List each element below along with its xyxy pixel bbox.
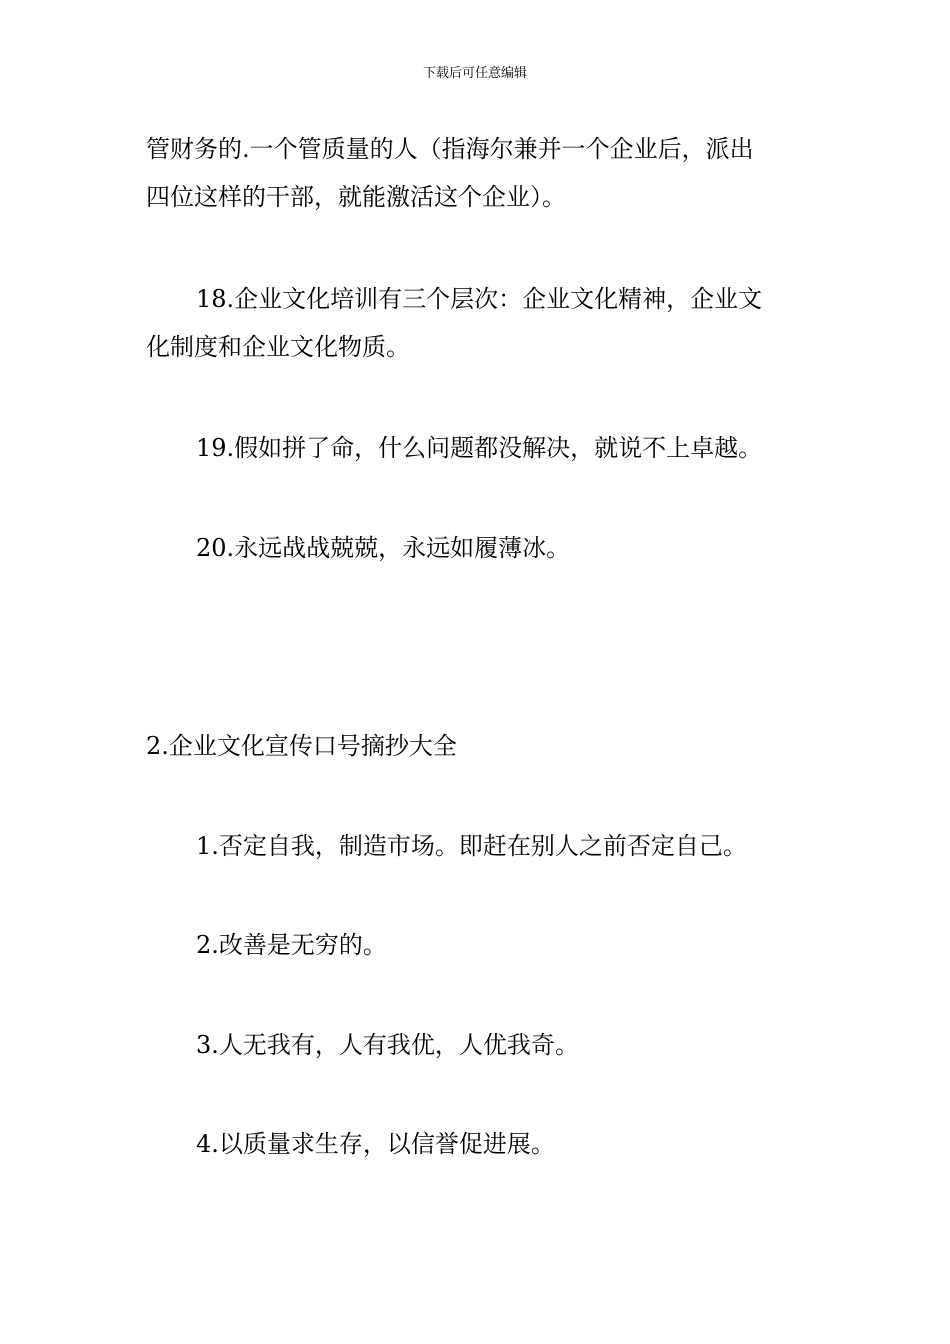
text-line: 2.企业文化宣传口号摘抄大全 <box>146 732 457 760</box>
text-line: 3.人无我有，人有我优，人优我奇。 <box>196 1031 579 1059</box>
list-item-3 <box>146 1021 860 1069</box>
text-line: 四位这样的干部，就能激活这个企业）。 <box>146 183 566 211</box>
paragraph-continuation <box>146 125 810 221</box>
text-line: 18.企业文化培训有三个层次：企业文化精神，企业文 <box>196 285 763 313</box>
list-item-1 <box>146 822 860 870</box>
text-line: 1.否定自我，制造市场。即赶在别人之前否定自己。 <box>196 832 747 860</box>
text-line: 19.假如拼了命，什么问题都没解决，就说不上卓越。 <box>196 434 763 462</box>
text-line: 4.以质量求生存，以信誉促进展。 <box>196 1130 555 1158</box>
page-header: 下载后可任意编辑 <box>422 66 527 81</box>
list-item-20 <box>146 524 860 572</box>
list-item-18 <box>146 275 810 371</box>
text-line: 管财务的.一个管质量的人（指海尔兼并一个企业后，派出 <box>146 135 754 163</box>
section-heading <box>146 722 810 770</box>
text-line: 化制度和企业文化物质。 <box>146 333 410 361</box>
list-item-2 <box>146 921 860 969</box>
list-item-19 <box>146 424 860 472</box>
list-item-4 <box>146 1120 860 1168</box>
text-line: 2.改善是无穷的。 <box>196 931 387 959</box>
text-line: 20.永远战战兢兢，永远如履薄冰。 <box>196 534 571 562</box>
